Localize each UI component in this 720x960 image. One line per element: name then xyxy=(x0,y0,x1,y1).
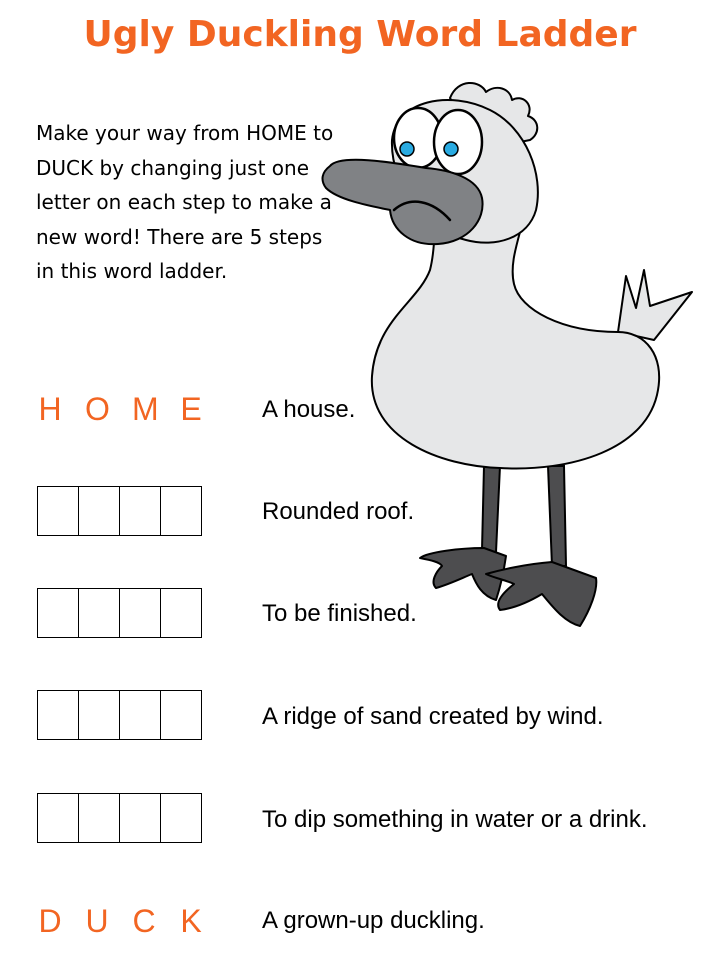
clue-step2: To be finished. xyxy=(262,600,417,627)
answer-boxes-step3[interactable] xyxy=(37,690,201,740)
answer-boxes-step4[interactable] xyxy=(37,793,201,843)
clue-step1: Rounded roof. xyxy=(262,498,415,525)
start-word xyxy=(38,391,203,428)
end-letter: U xyxy=(85,903,109,939)
letter-box[interactable] xyxy=(160,486,202,536)
duck-foot-right xyxy=(486,562,596,626)
end-letter: D xyxy=(38,903,62,939)
duck-illustration xyxy=(300,70,720,640)
letter-box[interactable] xyxy=(37,793,79,843)
start-letter: E xyxy=(180,391,202,427)
clue-end: A grown-up duckling. xyxy=(262,907,485,934)
duck-eye-right xyxy=(434,110,482,174)
answer-boxes-step2[interactable] xyxy=(37,588,201,638)
clue-step4: To dip something in water or a drink. xyxy=(262,806,648,833)
letter-box[interactable] xyxy=(160,793,202,843)
letter-box[interactable] xyxy=(119,793,161,843)
letter-box[interactable] xyxy=(160,690,202,740)
letter-box[interactable] xyxy=(119,486,161,536)
end-letter: K xyxy=(180,903,202,939)
letter-box[interactable] xyxy=(119,690,161,740)
letter-box[interactable] xyxy=(37,588,79,638)
start-letter: M xyxy=(132,391,159,427)
duck-tail xyxy=(618,270,692,340)
letter-box[interactable] xyxy=(119,588,161,638)
duck-leg-right xyxy=(548,466,566,566)
letter-box[interactable] xyxy=(78,793,120,843)
instructions-text: Make your way from HOME to DUCK by changing just one letter on each step to make a new word! There are 5 steps in this word ladder. xyxy=(36,121,334,283)
end-letter: C xyxy=(132,903,156,939)
clue-step3: A ridge of sand created by wind. xyxy=(262,703,604,730)
duck-leg-left xyxy=(482,466,500,552)
end-word xyxy=(38,903,203,940)
clue-start: A house. xyxy=(262,396,356,423)
letter-box[interactable] xyxy=(37,690,79,740)
page-title: Ugly Duckling Word Ladder xyxy=(83,14,637,55)
letter-box[interactable] xyxy=(78,588,120,638)
letter-box[interactable] xyxy=(78,486,120,536)
letter-box[interactable] xyxy=(78,690,120,740)
start-letter: H xyxy=(38,391,62,427)
answer-boxes-step1[interactable] xyxy=(37,486,201,536)
start-letter: O xyxy=(85,391,110,427)
letter-box[interactable] xyxy=(160,588,202,638)
letter-box[interactable] xyxy=(37,486,79,536)
